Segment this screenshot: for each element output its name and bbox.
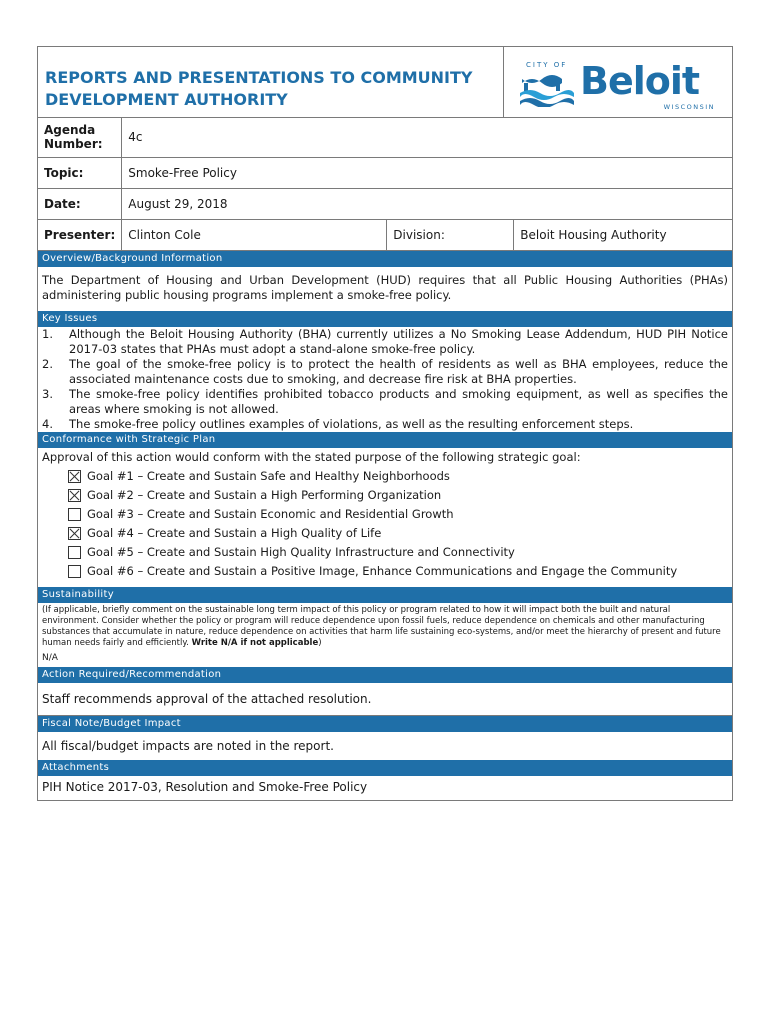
meta-table	[38, 118, 732, 251]
date-value: August 29, 2018	[122, 188, 732, 219]
date-label: Date:	[38, 188, 122, 219]
goal-list	[38, 467, 732, 587]
report-document	[37, 46, 733, 801]
report-header	[38, 47, 732, 118]
logo-city-of: CITY OF	[526, 61, 568, 69]
sustainability-note: (If applicable, briefly comment on the sustainable long term impact of this policy or program related to how it will impact both the built and natural environment. Consider whether the policy or program will reduce dependence upon fossil fuels, reduce dependence on chemicals and other manufacturing substances that accumulate in nature, reduce dependence on activities that harm life sustaining eco-systems, and/or meet the hierarchy of present and future human needs fairly and efficiently. Write N/A if not applicable)	[42, 604, 721, 648]
division-label: Division:	[387, 219, 514, 250]
goal-checkbox[interactable]	[68, 508, 81, 521]
report-title: REPORTS AND PRESENTATIONS TO COMMUNITY DEVELOPMENT AUTHORITY	[45, 68, 473, 109]
attachments-heading: Attachments	[38, 760, 732, 776]
list-item: 2. The goal of the smoke-free policy is to protect the health of residents as well as BHA employees, reduce the associated maintenance costs due to smoking, and decrease fire risk at BHA properties.	[42, 356, 728, 386]
topic-value: Smoke-Free Policy	[122, 157, 732, 188]
key-issues-list	[38, 327, 732, 432]
logo-wordmark: Beloit	[580, 59, 700, 103]
list-item: 3. The smoke-free policy identifies prohibited tobacco products and smoking equipment, as well as specifies the areas where smoking is not allowed.	[42, 386, 728, 416]
presenter-value: Clinton Cole	[122, 219, 387, 250]
goal-item: Goal #3 – Create and Sustain Economic and Residential Growth	[38, 505, 732, 524]
goal-item: Goal #6 – Create and Sustain a Positive Image, Enhance Communications and Engage the Community	[38, 562, 732, 581]
goal-item: Goal #5 – Create and Sustain High Quality Infrastructure and Connectivity	[38, 543, 732, 562]
strategic-intro: Approval of this action would conform with the stated purpose of the following strategic goal:	[42, 449, 581, 464]
logo-state: WISCONSIN	[663, 103, 715, 111]
beloit-waves-icon	[518, 71, 574, 107]
goal-checkbox[interactable]	[68, 489, 81, 502]
division-value: Beloit Housing Authority	[514, 219, 732, 250]
sustainability-heading: Sustainability	[38, 587, 732, 603]
key-issues-heading: Key Issues	[38, 311, 732, 327]
goal-checkbox[interactable]	[68, 565, 81, 578]
sustainability-value: N/A	[42, 652, 58, 663]
city-logo	[503, 47, 733, 117]
list-item: 4. The smoke-free policy outlines examples of violations, as well as the resulting enforcement steps.	[42, 416, 634, 431]
action-heading: Action Required/Recommendation	[38, 667, 732, 683]
goal-item: Goal #1 – Create and Sustain Safe and Healthy Neighborhoods	[38, 467, 732, 486]
topic-label: Topic:	[38, 157, 122, 188]
goal-checkbox[interactable]	[68, 470, 81, 483]
presenter-label: Presenter:	[38, 219, 122, 250]
agenda-value: 4c	[122, 118, 732, 157]
agenda-label: Agenda Number:	[38, 118, 122, 157]
goal-item: Goal #4 – Create and Sustain a High Quality of Life	[38, 524, 732, 543]
fiscal-text: All fiscal/budget impacts are noted in the report.	[42, 738, 334, 753]
fiscal-heading: Fiscal Note/Budget Impact	[38, 716, 732, 732]
overview-heading: Overview/Background Information	[38, 251, 732, 267]
list-item: 1. Although the Beloit Housing Authority (BHA) currently utilizes a No Smoking Lease Addendum, HUD PIH Notice 2017-03 states that PHAs must adopt a stand-alone smoke-free policy.	[42, 326, 728, 356]
goal-checkbox[interactable]	[68, 546, 81, 559]
attachments-text: PIH Notice 2017-03, Resolution and Smoke-Free Policy	[42, 779, 368, 794]
goal-item: Goal #2 – Create and Sustain a High Performing Organization	[38, 486, 732, 505]
overview-text: The Department of Housing and Urban Development (HUD) requires that all Public Housing Authorities (PHAs) administering public housing programs implement a smoke-free policy.	[42, 272, 728, 302]
action-text: Staff recommends approval of the attached resolution.	[38, 683, 732, 716]
strategic-heading: Conformance with Strategic Plan	[38, 432, 732, 448]
goal-checkbox[interactable]	[68, 527, 81, 540]
